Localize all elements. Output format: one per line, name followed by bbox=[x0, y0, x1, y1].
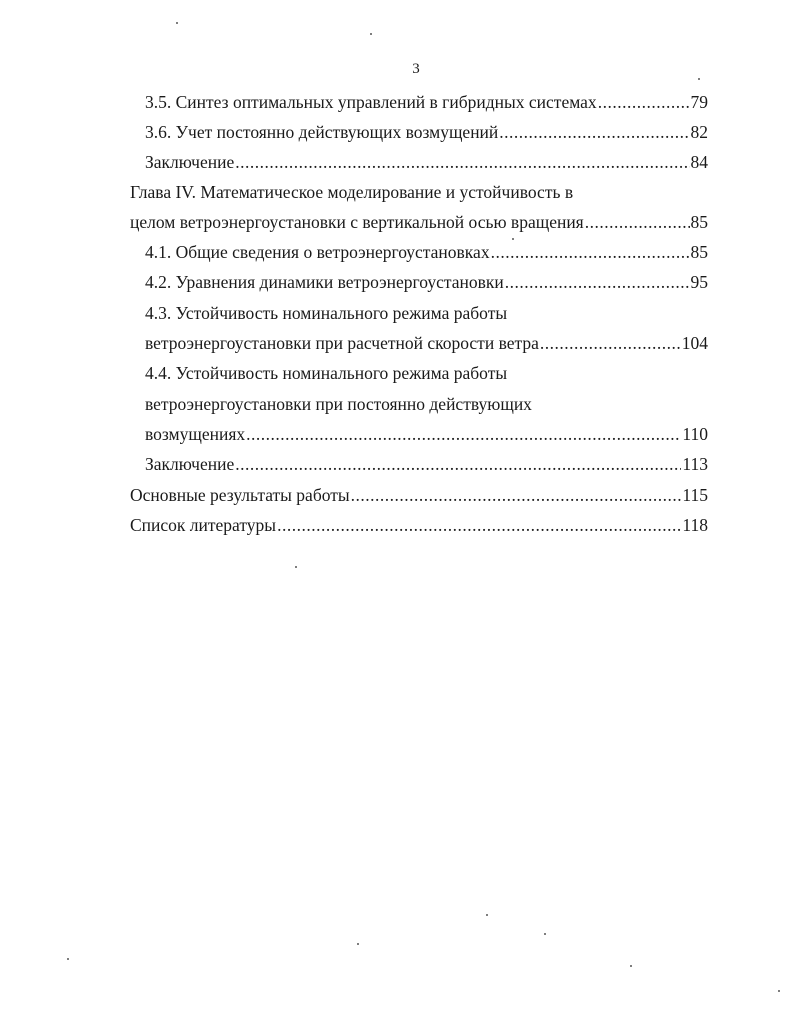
toc-dot-leader bbox=[491, 241, 690, 263]
toc-entry-title: возмущениях bbox=[145, 424, 246, 444]
toc-dot-leader bbox=[246, 423, 681, 445]
toc-chapter-4 bbox=[130, 211, 708, 233]
toc-entry-title: Основные результаты работы bbox=[130, 485, 350, 505]
toc-entry-page: 115 bbox=[682, 485, 708, 505]
toc-entry-references bbox=[130, 514, 708, 536]
scan-speck bbox=[512, 238, 514, 240]
scan-speck bbox=[67, 958, 69, 960]
toc-entry-page: 118 bbox=[682, 515, 708, 535]
toc-entry-title: 3.5. Синтез оптимальных управлений в гибридных системах bbox=[145, 92, 597, 112]
scan-speck bbox=[698, 78, 700, 80]
toc-dot-leader bbox=[505, 271, 690, 293]
toc-entry-title: Заключение bbox=[145, 152, 235, 172]
toc-entry-4-2 bbox=[145, 271, 708, 293]
toc-entry-page: 113 bbox=[682, 454, 708, 474]
toc-entry-title: целом ветроэнергоустановки с вертикальной осью вращения bbox=[130, 212, 584, 232]
toc-entry-title: Список литературы bbox=[130, 515, 277, 535]
toc-entry-4-4 bbox=[145, 423, 708, 445]
toc-entry-title: 4.2. Уравнения динамики ветроэнергоустановки bbox=[145, 272, 504, 292]
scan-speck bbox=[544, 933, 546, 935]
toc-entry-page: 79 bbox=[690, 92, 708, 112]
toc-entry-4-1 bbox=[145, 241, 708, 263]
toc-entry-3-6 bbox=[145, 121, 708, 143]
toc-chapter-4-line1: Глава IV. Математическое моделирование и устойчивость в bbox=[130, 182, 574, 202]
toc-dot-leader bbox=[235, 453, 681, 475]
toc-entry-3-5 bbox=[145, 91, 708, 113]
scan-speck bbox=[778, 990, 780, 992]
toc-dot-leader bbox=[235, 151, 689, 173]
scan-speck bbox=[357, 943, 359, 945]
scan-speck bbox=[486, 914, 488, 916]
toc-entry-title: ветроэнергоустановки при расчетной скорости ветра bbox=[145, 333, 539, 353]
toc-entry-page: 85 bbox=[690, 212, 708, 232]
toc-entry-page: 110 bbox=[682, 424, 708, 444]
toc-dot-leader bbox=[585, 211, 690, 233]
toc-entry-title: 3.6. Учет постоянно действующих возмущений bbox=[145, 122, 499, 142]
toc-entry-4-4-line1: 4.4. Устойчивость номинального режима работы bbox=[145, 363, 508, 383]
toc-entry-page: 85 bbox=[690, 242, 708, 262]
toc-dot-leader bbox=[540, 332, 681, 354]
toc-entry-title: Заключение bbox=[145, 454, 235, 474]
toc-dot-leader bbox=[277, 514, 681, 536]
scan-speck bbox=[295, 566, 297, 568]
toc-entry-title: 4.1. Общие сведения о ветроэнергоустановках bbox=[145, 242, 490, 262]
toc-entry-4-4-line2: ветроэнергоустановки при постоянно действующих bbox=[145, 394, 532, 414]
toc-entry-page: 95 bbox=[690, 272, 708, 292]
toc-dot-leader bbox=[351, 484, 682, 506]
toc-entry-ch4-conclusion bbox=[145, 453, 708, 475]
scan-speck bbox=[630, 965, 632, 967]
toc-dot-leader bbox=[499, 121, 689, 143]
toc-entry-page: 104 bbox=[681, 333, 708, 353]
toc-dot-leader bbox=[598, 91, 690, 113]
toc-entry-ch3-conclusion bbox=[145, 151, 708, 173]
toc-entry-results bbox=[130, 484, 708, 506]
toc-entry-4-3-line1: 4.3. Устойчивость номинального режима работы bbox=[145, 303, 508, 323]
toc-entry-4-3 bbox=[145, 332, 708, 354]
scan-speck bbox=[370, 33, 372, 35]
scan-speck bbox=[176, 22, 178, 24]
toc-entry-page: 82 bbox=[690, 122, 708, 142]
page-number: 3 bbox=[412, 61, 420, 77]
toc-entry-page: 84 bbox=[690, 152, 708, 172]
